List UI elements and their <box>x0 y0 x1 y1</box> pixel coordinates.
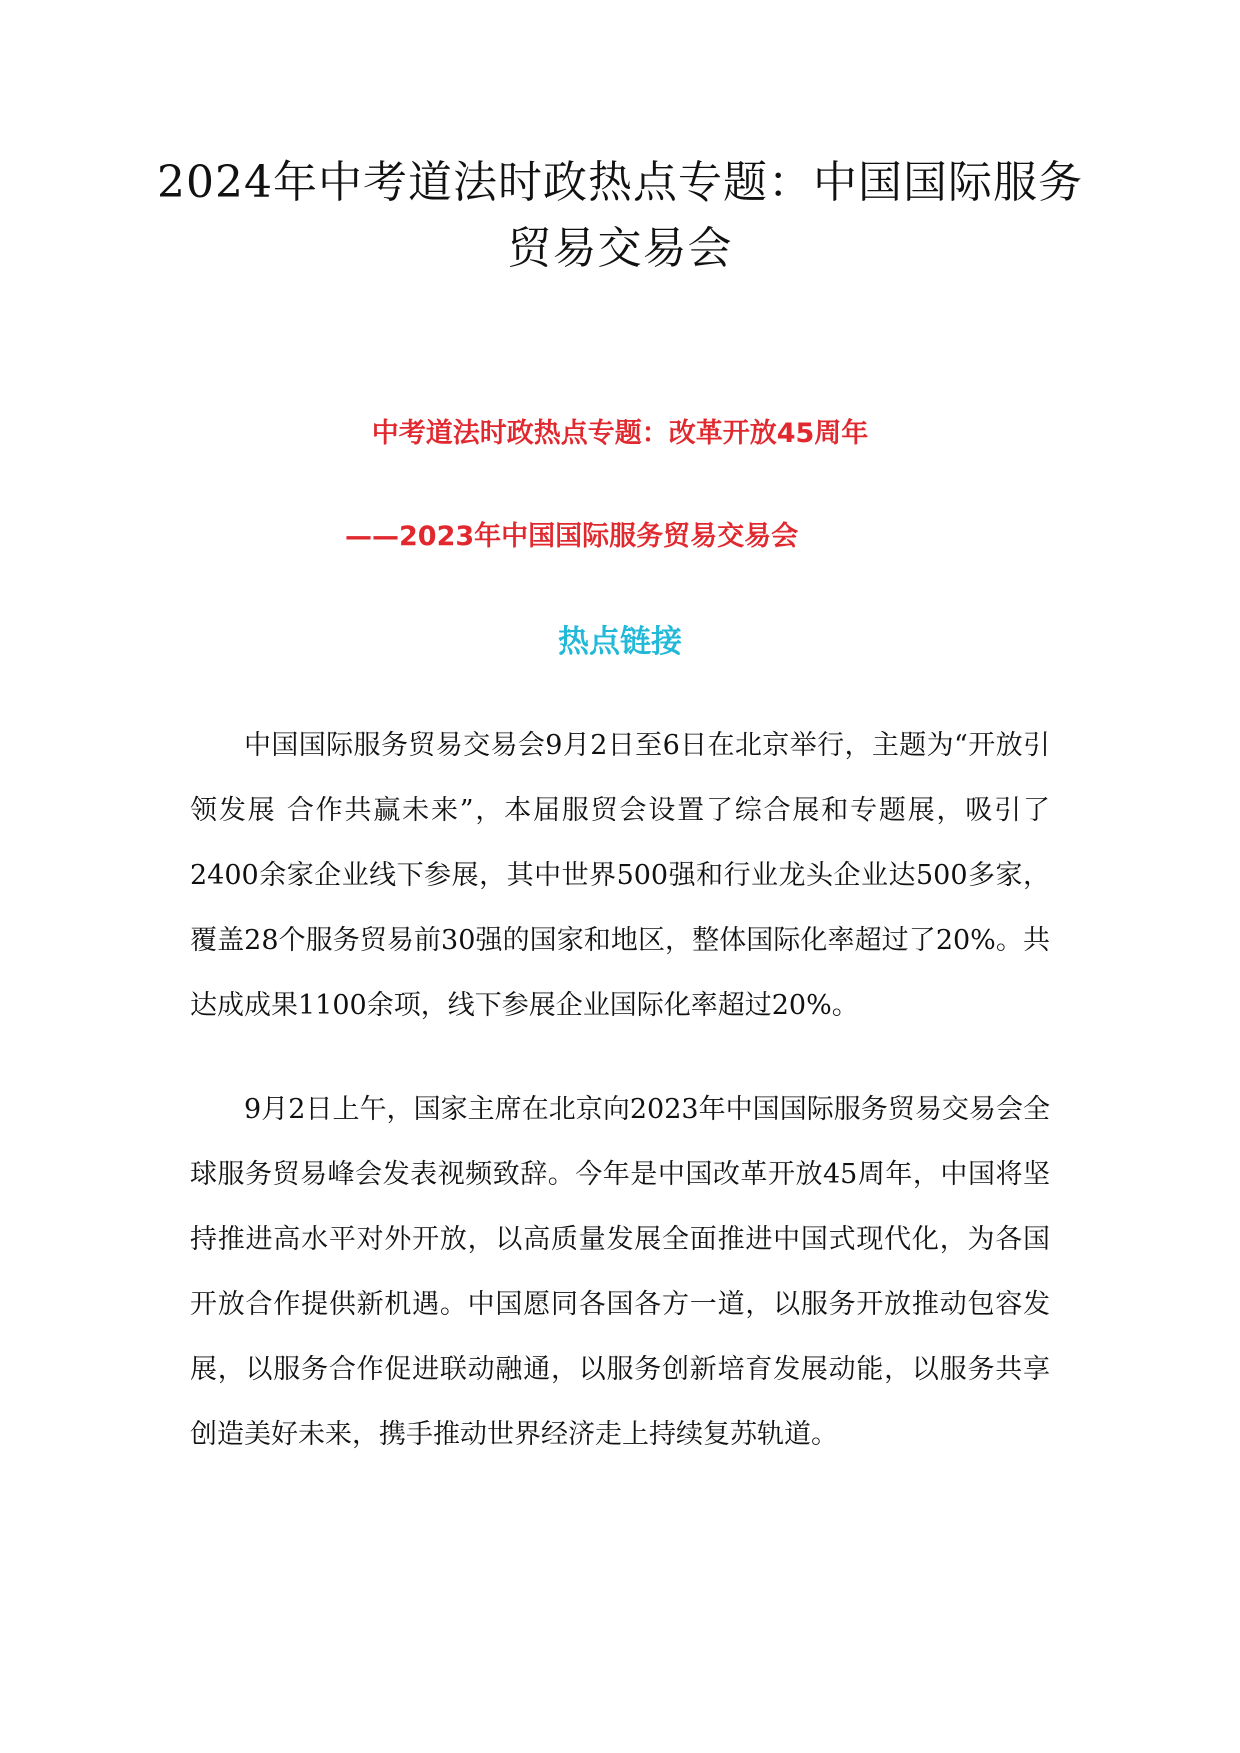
document-title <box>150 150 1090 282</box>
document-title-line-2: 贸易交易会 <box>507 223 733 274</box>
section-heading-hot-links: 热点链接 <box>558 624 682 660</box>
body-paragraph: 9月2日上午，国家主席在北京向2023年中国国际服务贸易交易会全球服务贸易峰会发表视频致辞。今年是中国改革开放45周年，中国将坚持推进高水平对外开放，以高质量发展全面推进中国式现代化，为各国开放合作提供新机遇。中国愿同各国各方一道，以服务开放推动包容发展，以服务合作促进联动融通，以服务创新培育发展动能，以服务共享创造美好未来，携手推动世界经济走上持续复苏轨道。 <box>190 1094 1050 1450</box>
document-title-line-1: 2024年中考道法时政热点专题：中国国际服务 <box>157 157 1083 208</box>
event-subtitle: ——2023年中国国际服务贸易交易会 <box>345 521 799 552</box>
body-paragraph: 中国国际服务贸易交易会9月2日至6日在北京举行，主题为“开放引领发展 合作共赢未来”，本届服贸会设置了综合展和专题展，吸引了2400余家企业线下参展，其中世界500强和行业龙头企业达500多家，覆盖28个服务贸易前30强的国家和地区，整体国际化率超过了20%。共达成成果1100余项，线下参展企业国际化率超过20%。 <box>190 730 1050 1021</box>
topic-subtitle: 中考道法时政热点专题：改革开放45周年 <box>371 418 869 449</box>
